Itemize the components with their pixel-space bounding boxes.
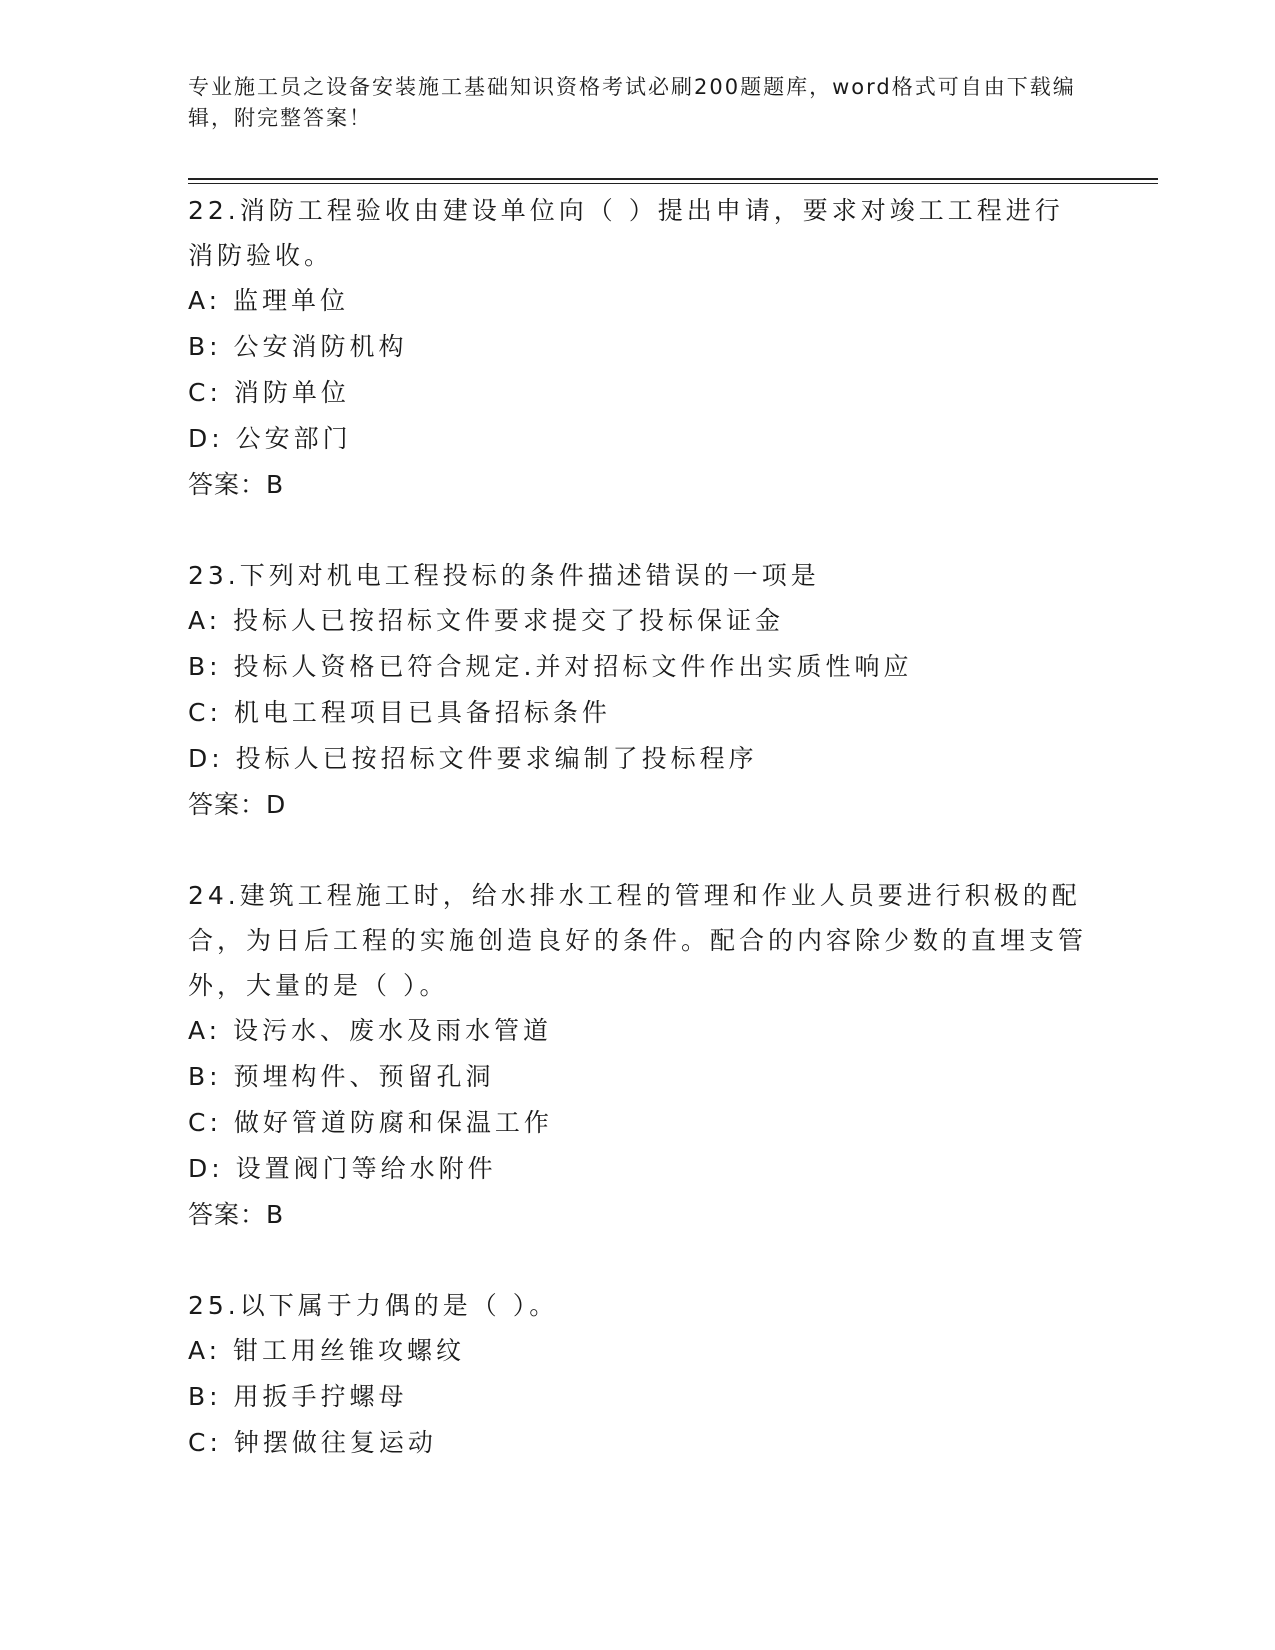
question-list [188,188,1088,1466]
question-22 [188,188,1088,508]
header-divider-thick [188,178,1158,180]
question-24 [188,873,1088,1238]
header-divider-thin [188,183,1158,184]
option-a: A: 监理单位 [188,286,350,315]
option-a: A: 设污水、废水及雨水管道 [188,1016,553,1045]
document-header: 专业施工员之设备安装施工基础知识资格考试必刷200题题库，word格式可自由下载编辑，附完整答案！ [188,75,1076,130]
spacer [188,508,1088,553]
question-stem: 24.建筑工程施工时，给水排水工程的管理和作业人员要进行积极的配合，为日后工程的实施创造良好的条件。配合的内容除少数的直埋支管外，大量的是（ ）。 [188,881,1088,1000]
answer-line: 答案：D [188,790,287,819]
option-d: D: 投标人已按招标文件要求编制了投标程序 [188,744,758,773]
option-d: D: 设置阀门等给水附件 [188,1154,497,1183]
question-23 [188,553,1088,828]
option-d: D: 公安部门 [188,424,352,453]
option-c: C: 消防单位 [188,378,350,407]
answer-line: 答案：B [188,1200,285,1229]
answer-line: 答案：B [188,470,285,499]
spacer [188,1238,1088,1283]
option-c: C: 钟摆做往复运动 [188,1428,437,1457]
option-b: B: 投标人资格已符合规定.并对招标文件作出实质性响应 [188,652,913,681]
question-stem: 25.以下属于力偶的是（ ）。 [188,1291,559,1320]
question-25 [188,1283,1088,1466]
option-a: A: 投标人已按招标文件要求提交了投标保证金 [188,606,785,635]
option-b: B: 公安消防机构 [188,332,408,361]
question-stem: 23.下列对机电工程投标的条件描述错误的一项是 [188,561,820,590]
option-c: C: 机电工程项目已具备招标条件 [188,698,611,727]
option-a: A: 钳工用丝锥攻螺纹 [188,1336,466,1365]
question-stem: 22.消防工程验收由建设单位向（ ）提出申请，要求对竣工工程进行消防验收。 [188,196,1064,270]
spacer [188,828,1088,873]
option-b: B: 预埋构件、预留孔洞 [188,1062,495,1091]
option-b: B: 用扳手拧螺母 [188,1382,408,1411]
option-c: C: 做好管道防腐和保温工作 [188,1108,553,1137]
